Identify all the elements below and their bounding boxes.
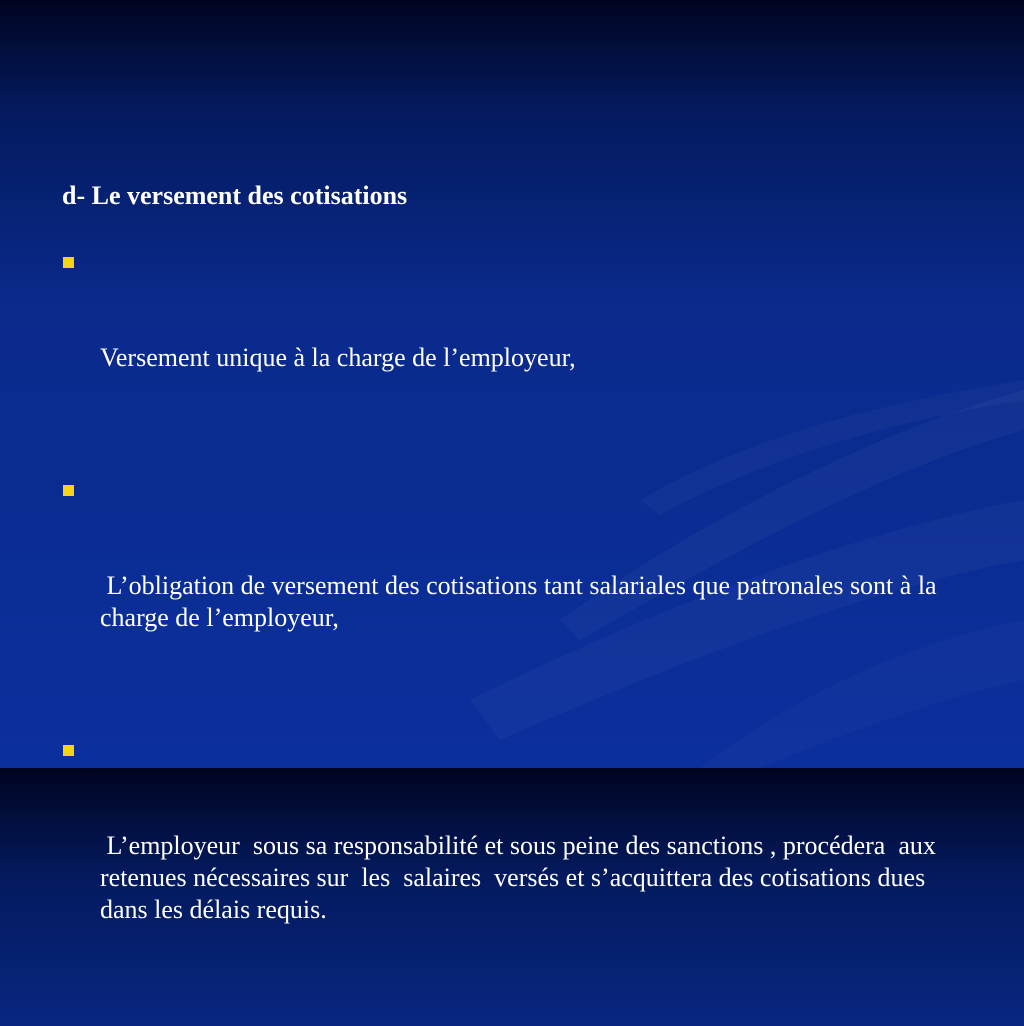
square-bullet-icon (63, 745, 74, 756)
bullet-item (60, 734, 970, 990)
bullet-list (60, 246, 970, 990)
slide-heading: d- Le versement des cotisations (62, 181, 408, 210)
bullet-text: Versement unique à la charge de l’employeur, (100, 343, 576, 372)
square-bullet-icon (63, 485, 74, 496)
bullet-text: L’obligation de versement des cotisations tant salariales que patronales sont à la charge de l’employeur, (100, 571, 944, 632)
square-bullet-icon (63, 257, 74, 268)
bullet-item (60, 246, 970, 438)
bullet-item (60, 474, 970, 698)
slide-content (60, 180, 970, 1026)
bullet-text: L’employeur sous sa responsabilité et sous peine des sanctions , procédera aux retenues nécessaires sur les salaires versés et s’acquittera des cotisations dues dans les délais requis. (100, 831, 943, 924)
